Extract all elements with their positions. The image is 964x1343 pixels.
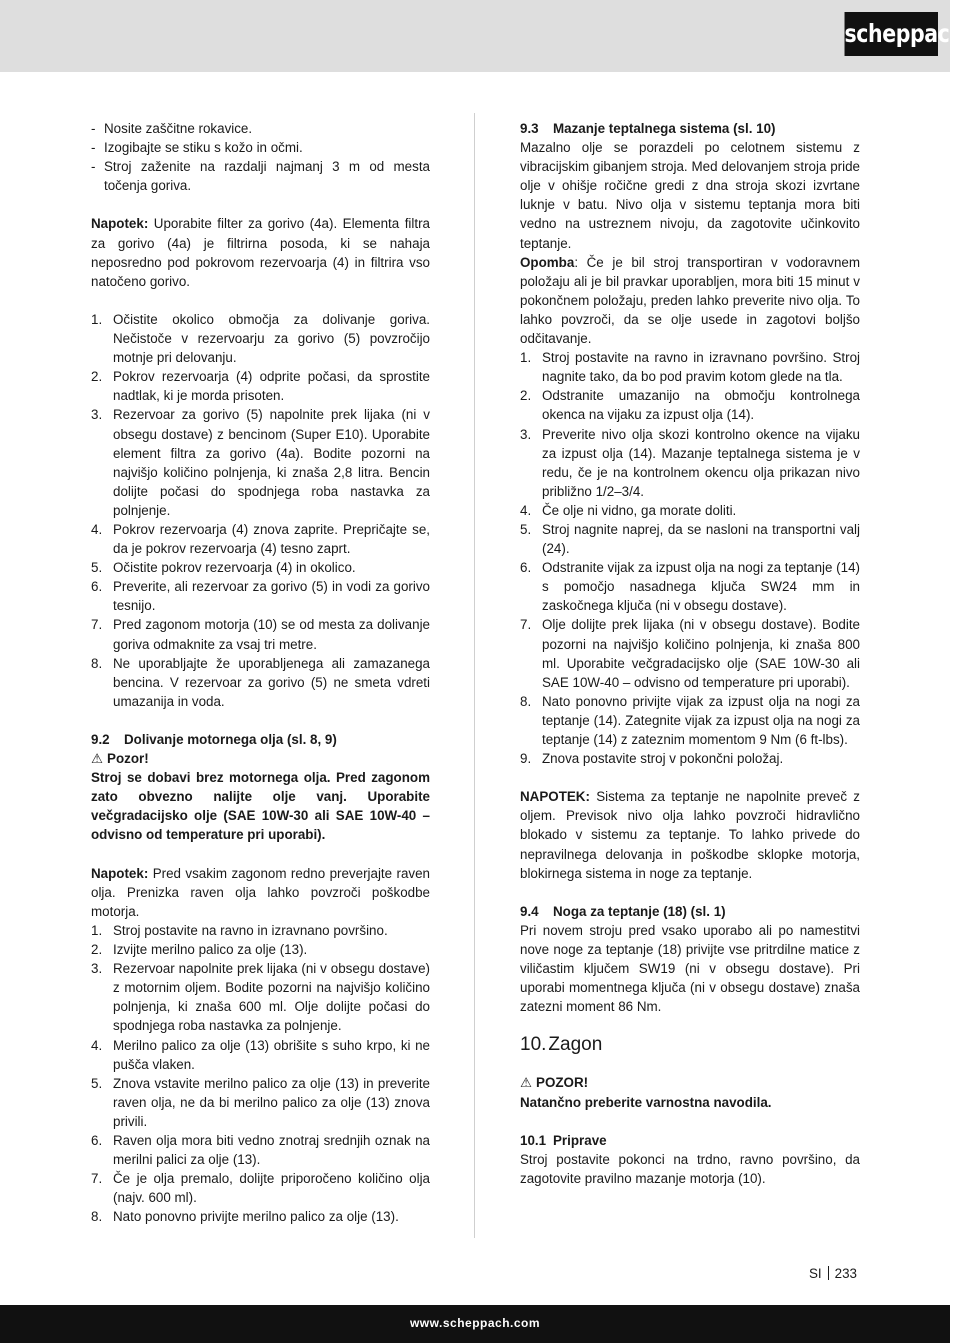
list-item: 9. Znova postavite stroj v pokončni položaj. — [520, 751, 784, 767]
caution-label: ⚠ Pozor! — [91, 749, 430, 768]
lubrication-steps — [520, 348, 860, 768]
list-item: 1. Stroj postavite na ravno in izravnano površino. Stroj nagnite tako, da bo pod pravim kotom glede na tla. — [520, 350, 860, 385]
list-item: 1. Stroj postavite na ravno in izravnano površino. — [91, 922, 388, 938]
list-item: 3. Rezervoar napolnite prek lijaka (ni v obsegu dostave) z motornim oljem. Bodite pozorni na najvišjo količino polnjenja, ki znaša 600 ml. Olje dolijte počasi do spodnjega roba nastavka za polnjenje. — [91, 961, 430, 1034]
list-item: 2. Pokrov rezervoarja (4) odprite počasi, da sprostite nadtlak, ki je morda prisoten. — [91, 369, 430, 404]
list-item: 4. Pokrov rezervoarja (4) znova zaprite. Prepričajte se, da je pokrov rezervoarja (4) tesno zaprt. — [91, 521, 430, 557]
fuel-filter-note: Napotek: Uporabite filter za gorivo (4a). Elementa filtra za gorivo (4a) je filtrirna posoda, ki se nahaja neposredno pod pokrovom rezervoarja (4) in filtrira vso natočeno gorivo. — [91, 216, 430, 289]
right-column — [520, 119, 860, 1188]
left-column — [91, 119, 430, 1226]
list-item: 6. Preverite, ali rezervoar za gorivo (5) in vodi za gorivo tesnijo. — [91, 579, 430, 614]
overfill-note: NAPOTEK: Sistema za teptanje ne napolnite preveč z oljem. Previsok nivo olja lahko povzroči hidravlično blokado v sistemu za teptanje. To lahko privede do nepravilnega delovanja in poškodbe sklopke motorja, blokirnega sistema in noge za teptanje. — [520, 789, 860, 881]
oil-steps — [91, 921, 430, 1227]
preparation-paragraph: Stroj postavite pokonci na trdno, ravno površino, da zagotovite pravilno mazanje motorja (10). — [520, 1151, 860, 1186]
list-item: 8. Ne uporabljajte že uporabljenega ali zamazanega bencina. V rezervoar za gorivo (5) ne smeta vdreti umazanija in voda. — [91, 655, 430, 709]
column-divider — [474, 113, 475, 1238]
list-item: 2. Izvijte merilno palico za olje (13). — [91, 942, 308, 958]
list-item: 1. Očistite okolico območja za dolivanje goriva. Nečistoče v rezervoarju za gorivo (5) povzročijo motnje pri delovanju. — [91, 311, 430, 366]
list-item: 6. Raven olja mora biti vedno znotraj srednjih oznak na merilni palici za olje (13). — [91, 1132, 430, 1168]
section-heading-10-1: 10.1 Priprave — [520, 1132, 607, 1148]
list-item: 4. Merilno palico za olje (13) obrišite s suho krpo, ki ne pušča vlaken. — [91, 1037, 430, 1072]
fuel-steps — [91, 310, 430, 711]
section-heading-10: 10. Zagon — [520, 1034, 603, 1056]
section-heading-9-4: 9.4 Noga za teptanje (18) (sl. 1) — [520, 903, 726, 919]
footer-url[interactable]: www.scheppach.com — [409, 1316, 541, 1330]
list-item: - Stroj zaženite na razdalji najmanj 3 m od mesta točenja goriva. — [91, 159, 430, 194]
footer-bar — [0, 1305, 950, 1343]
list-item: 3. Preverite nivo olja skozi kontrolno okence na vijaku za izpust olja (14). Mazanje teptalnega sistema je v redu, če je na kontrolnem okencu olja prikazan nivo približno 1/2–3/4. — [520, 426, 860, 499]
caution2-text: Natančno preberite varnostna navodila. — [520, 1094, 772, 1110]
warning-triangle-icon: ⚠ — [520, 1075, 533, 1091]
section-heading-9-3: 9.3 Mazanje teptalnega sistema (sl. 10) — [520, 121, 776, 136]
warning-triangle-icon: ⚠ — [91, 751, 104, 767]
list-item: 4. Če olje ni vidno, ga morate doliti. — [520, 502, 737, 518]
list-item: 5. Očistite pokrov rezervoarja (4) in okolico. — [91, 560, 356, 576]
list-item: 8. Nato ponovno privijte merilno palico za olje (13). — [91, 1209, 399, 1225]
page-number: SI 233 — [809, 1266, 857, 1281]
lubrication-paragraph: Mazalno olje se porazdeli po celotnem sistemu z vibracijskim gibanjem stroja. Med delovanjem stroja pride olje v ohišje ročične gredi z dna stroja skozi izvrtane luknje v batu. Nivo olja v sistemu teptanja mora biti vedno na ustreznem nivoju, da zagotovite učinkovito teptanje. — [520, 140, 860, 251]
list-item: 5. Stroj nagnite naprej, da se nasloni na transportni valj (24). — [520, 521, 860, 557]
caution2-label: ⚠ POZOR! — [520, 1073, 860, 1092]
remark-paragraph: Opomba: Če je bil stroj transportiran v vodoravnem položaju ali je bil pravkar uporabljen, mora biti 15 minut v pokončnem položaju, preden lahko preverite nivo olja. To lahko povzroči, da se olje usede in zagotovi boljšo odčitavanje. — [520, 254, 860, 347]
list-item: - Izogibajte se stiku s kožo in očmi. — [91, 140, 303, 156]
tamping-foot-paragraph: Pri novem stroju pred vsako uporabo ali po namestitvi nove noge za teptanje (18) privijte vse pritrdilne matice z viličastim ključem SW19 (ni v obsegu dostave). Pri uporabi momentnega ključa (ni v obsegu dostave) znaša zatezni moment 86 Nm. — [520, 922, 860, 1015]
safety-bullets — [91, 119, 430, 195]
list-item: 5. Znova vstavite merilno palico za olje (13) in preverite raven olja, ne da bi merilno palico za olje (13) znova privili. — [91, 1075, 430, 1129]
list-item: 8. Nato ponovno privijte vijak za izpust olja na nogi za teptanje (14). Zategnite vijak za izpust olja na nogi za teptanje (14) z zateznim momentom 9 Nm (6 ft-lbs). — [520, 693, 860, 747]
list-item: 3. Rezervoar za gorivo (5) napolnite prek lijaka (ni v obsegu dostave) z bencinom (Super E10). Uporabite element filtra za gorivo (4a). Bodite pozorni na najvišjo količino polnjenja, ki znaša 2,8 litra. Bencin dolijte počasi do spodnjega roba nastavka za polnjenje. — [91, 407, 430, 518]
header-bar — [0, 0, 964, 72]
section-heading-9-2: 9.2 Dolivanje motornega olja (sl. 8, 9) — [91, 732, 337, 747]
scheppach-logo: scheppach — [845, 12, 938, 56]
list-item: - Nosite zaščitne rokavice. — [91, 121, 253, 136]
list-item: 2. Odstranite umazanijo na območju kontrolnega okenca na vijaku za izpust olja (14). — [520, 388, 860, 423]
list-item: 7. Olje dolijte prek lijaka (ni v obsegu dostave). Bodite pozorni na najvišjo količino polnjenja, ki znaša 800 ml. Uporabite večgradacijsko olje (SAE 10W-30 ali SAE 10W-40 – odvisno od temperature pri uporabi). — [520, 617, 860, 690]
list-item: 6. Odstranite vijak za izpust olja na nogi za teptanje (14) s pomočjo nasadnega ključa SW24 mm in zaskočnega ključa (ni v obsegu dostave). — [520, 560, 860, 614]
list-item: 7. Če je olja premalo, dolijte priporočeno količino olja (najv. 600 ml). — [91, 1171, 430, 1206]
list-item: 7. Pred zagonom motorja (10) se od mesta za dolivanje goriva odmaknite za vsaj tri metre. — [91, 617, 430, 652]
caution-text: Stroj se dobavi brez motornega olja. Pred zagonom zato obvezno nalijte olje vanj. Uporabite večgradacijsko olje (SAE 10W-30 ali SAE 10W-40 – odvisno od temperature pri uporabi). — [91, 770, 430, 843]
oil-level-note: Napotek: Pred vsakim zagonom redno preverjajte raven olja. Prenizka raven olja lahko povzroči poškodbe motorja. — [91, 865, 430, 919]
